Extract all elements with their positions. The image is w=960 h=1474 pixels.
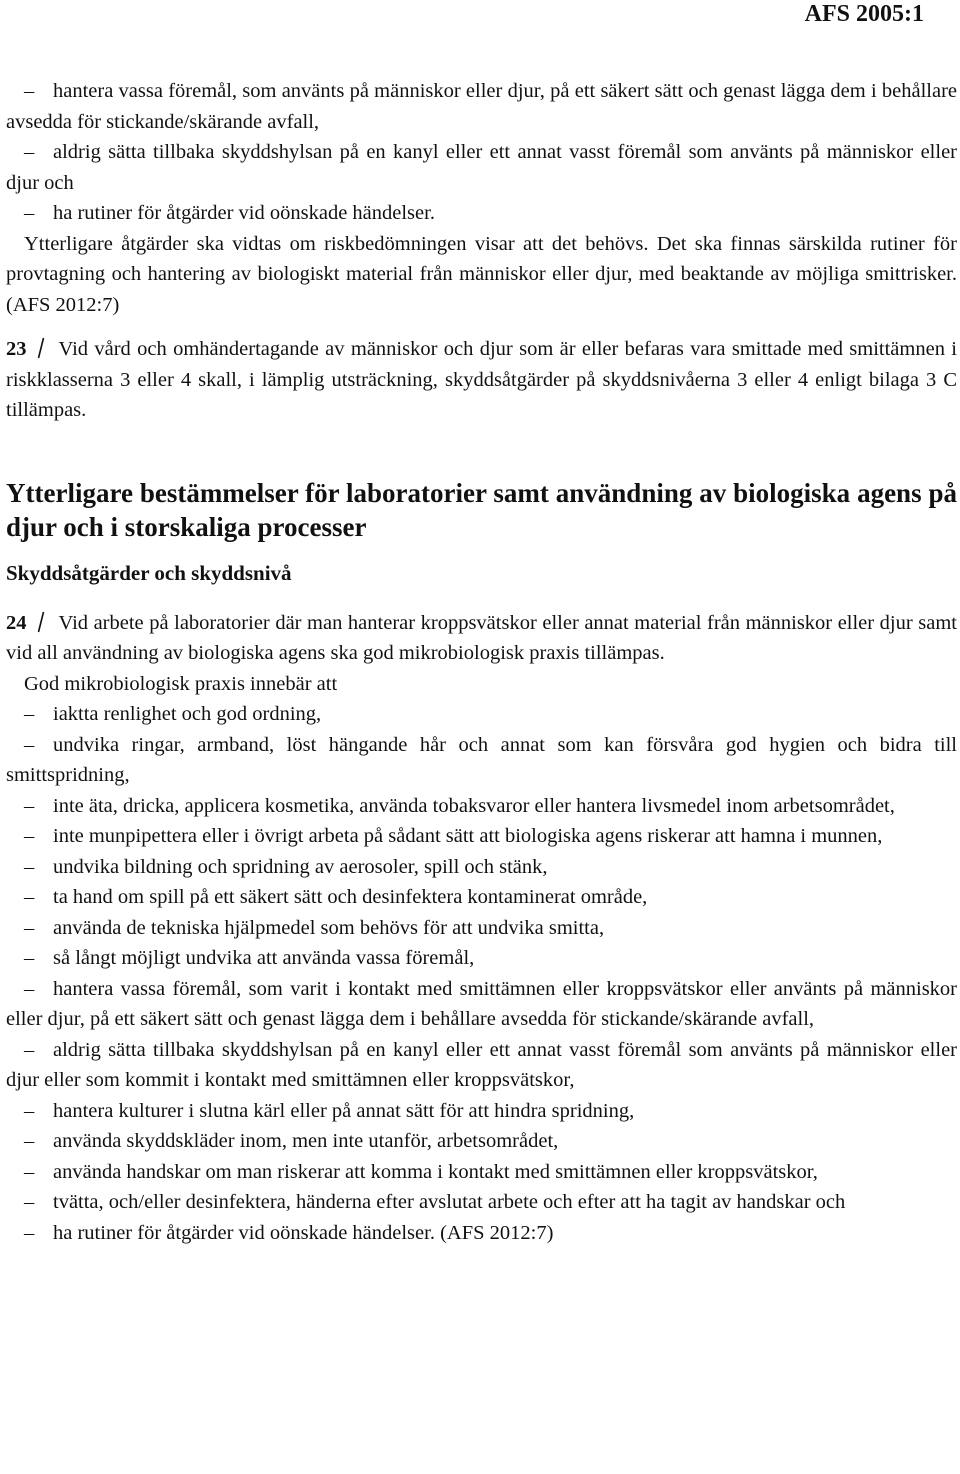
section-subheading: Skyddsåtgärder och skyddsnivå <box>6 560 292 585</box>
list-item-text: använda de tekniska hjälpmedel som behövs för att undvika smitta, <box>53 916 605 939</box>
list-item-text: så långt möjligt undvika att använda vassa föremål, <box>53 947 475 969</box>
section-mark-icon <box>35 611 47 633</box>
list-item-text: hantera vassa föremål, som använts på människor eller djur, på ett säkert sätt och genast lägga dem i behållare avsedda för stickande/skärande avfall, <box>6 80 957 133</box>
document-reference: AFS 2005:1 <box>804 1 924 27</box>
section-mark-icon <box>35 337 47 359</box>
section-number: 23 <box>6 338 27 360</box>
page-body <box>6 76 957 1248</box>
dash-marker: – <box>24 141 35 163</box>
list-item-text: använda skyddskläder inom, men inte utanför, arbetsområdet, <box>53 1130 559 1152</box>
list-item-text: inte munpipettera eller i övrigt arbeta på sådant sätt att biologiska agens riskerar att hamna i munnen, <box>53 825 883 847</box>
list-item-text: hantera vassa föremål, som varit i kontakt med smittämnen eller kroppsvätskor eller använts på människor eller djur, på ett säkert sätt och genast lägga dem i behållare avsedda för stickande/skärande avfall, <box>6 977 957 1030</box>
dash-marker: – <box>24 202 35 224</box>
list-item <box>6 974 957 1035</box>
practice-list <box>6 699 957 1248</box>
section-text: Vid arbete på laboratorier där man hanterar kroppsvätskor eller annat material från människor eller djur samt vid all användning av biologiska agens ska god mikrobiologisk praxis tillämpas. <box>6 611 957 664</box>
dash-marker: – <box>24 916 35 939</box>
dash-marker: – <box>24 1130 35 1152</box>
list-item <box>6 137 957 198</box>
list-item-text: ha rutiner för åtgärder vid oönskade händelser. (AFS 2012:7) <box>53 1221 554 1244</box>
list-item <box>6 1157 957 1188</box>
list-item <box>6 1187 957 1218</box>
dash-marker: – <box>24 947 35 969</box>
section-heading: Ytterligare bestämmelser för laboratorier samt användning av biologiska agens på djur och i storskaliga processer <box>6 477 957 542</box>
section-text: Vid vård och omhändertagande av människor och djur som är eller befaras vara smittade med smittämnen i riskklasserna 3 eller 4 skall, i lämplig utsträckning, skyddsåtgärder på skyddsnivåerna 3 eller 4 enligt bilaga 3 C tillämpas. <box>6 338 957 421</box>
list-item-text: ha rutiner för åtgärder vid oönskade händelser. <box>53 202 435 224</box>
dash-marker: – <box>24 1221 35 1244</box>
list-item <box>6 1096 957 1127</box>
list-item <box>6 821 957 852</box>
list-item-text: iaktta renlighet och god ordning, <box>53 703 322 725</box>
list-item <box>6 913 957 944</box>
dash-marker: – <box>24 977 35 1000</box>
list-item <box>6 1218 957 1249</box>
dash-marker: – <box>24 1191 35 1213</box>
list-item <box>6 943 957 974</box>
list-item-text: undvika bildning och spridning av aerosoler, spill och stänk, <box>53 855 548 878</box>
list-item-text: inte äta, dricka, applicera kosmetika, använda tobaksvaror eller hantera livsmedel inom arbetsområdet, <box>53 794 895 817</box>
list-item-text: tvätta, och/eller desinfektera, händerna efter avslutat arbete och efter att ha tagit av handskar och <box>53 1191 846 1213</box>
list-item <box>6 1126 957 1157</box>
list-item-text: undvika ringar, armband, löst hängande hår och annat som kan försvåra god hygien och bidra till smittspridning, <box>6 733 957 786</box>
list-item <box>6 882 957 913</box>
list-item <box>6 852 957 883</box>
list-item-text: aldrig sätta tillbaka skyddshylsan på en kanyl eller ett annat vasst föremål som använts på människor eller djur och <box>6 141 957 194</box>
dash-marker: – <box>24 80 35 102</box>
list-item <box>6 730 957 791</box>
dash-marker: – <box>24 1099 35 1122</box>
dash-marker: – <box>24 886 35 908</box>
list-item-text: använda handskar om man riskerar att komma i kontakt med smittämnen eller kroppsvätskor, <box>53 1160 818 1183</box>
section-23 <box>6 334 957 426</box>
dash-marker: – <box>24 703 35 725</box>
list-item <box>6 699 957 730</box>
dash-marker: – <box>24 825 35 847</box>
dash-marker: – <box>24 733 35 756</box>
list-item <box>6 791 957 822</box>
section-24 <box>6 608 957 669</box>
list-item <box>6 198 957 229</box>
list-item-text: ta hand om spill på ett säkert sätt och desinfektera kontaminerat område, <box>53 886 648 908</box>
list-item <box>6 1035 957 1096</box>
dash-marker: – <box>24 1160 35 1183</box>
dash-marker: – <box>24 794 35 817</box>
dash-marker: – <box>24 855 35 878</box>
list-item-text: aldrig sätta tillbaka skyddshylsan på en kanyl eller ett annat vasst föremål som använts på människor eller djur eller som kommit i kontakt med smittämnen eller kroppsvätskor, <box>6 1038 957 1091</box>
intro-paragraph: Ytterligare åtgärder ska vidtas om riskbedömningen visar att det behövs. Det ska finnas särskilda rutiner för provtagning och hantering av biologiskt material från människor eller djur, med beaktande av möjliga smittrisker. (AFS 2012:7) <box>6 232 957 316</box>
list-item <box>6 76 957 137</box>
section-number: 24 <box>6 611 27 634</box>
dash-marker: – <box>24 1038 35 1061</box>
list-lead: God mikrobiologisk praxis innebär att <box>24 672 338 695</box>
list-item-text: hantera kulturer i slutna kärl eller på annat sätt för att hindra spridning, <box>53 1099 635 1122</box>
